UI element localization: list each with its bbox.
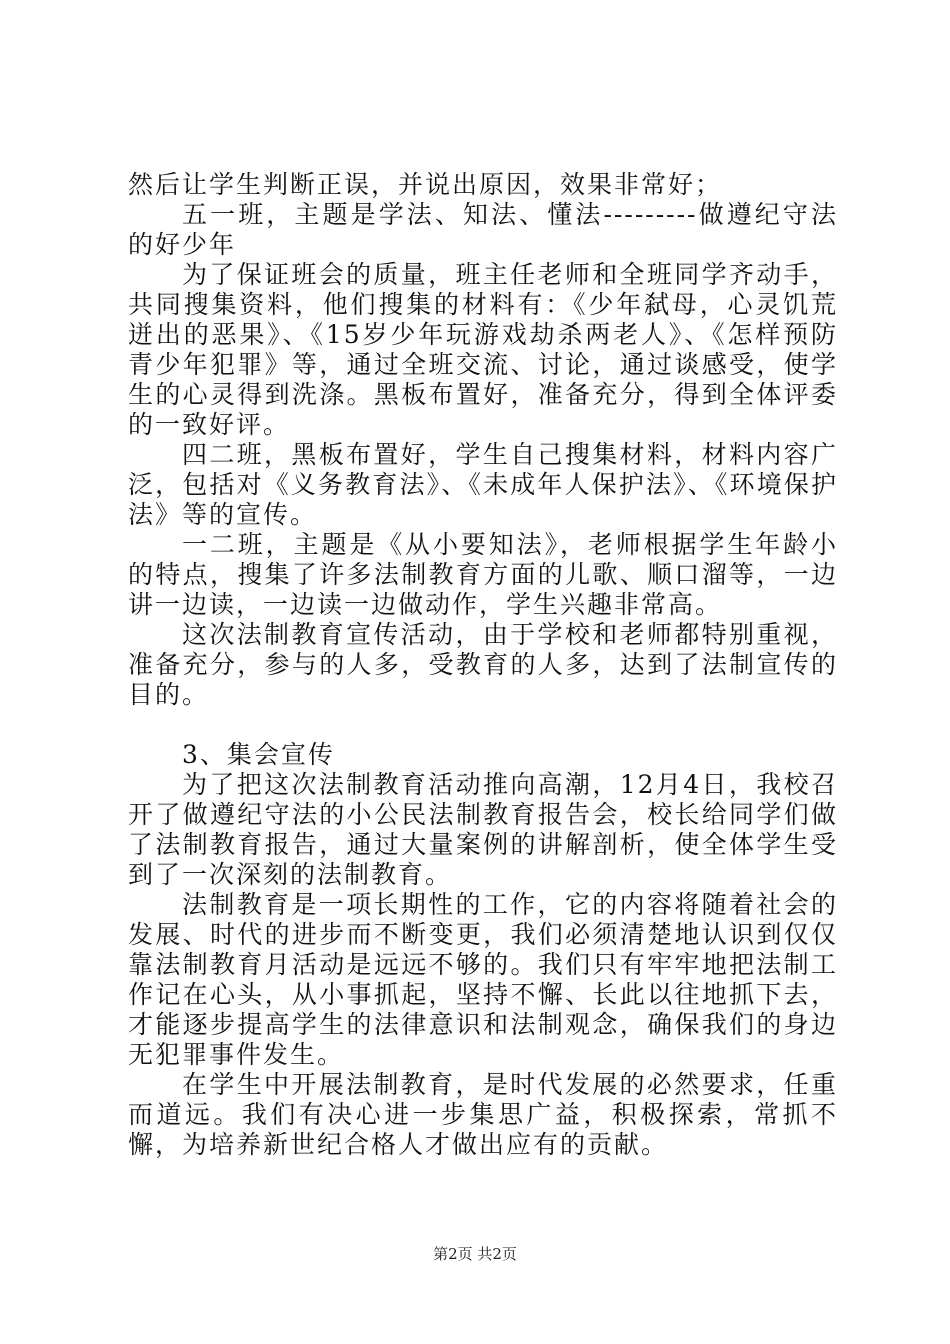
paragraph-conclusion: 在学生中开展法制教育，是时代发展的必然要求，任重而道远。我们有决心进一步集思广益，积极探索，常抓不懈，为培养新世纪合格人才做出应有的贡献。 [128, 1070, 838, 1159]
paragraph-class-1-2: 一二班，主题是《从小要知法》，老师根据学生年龄小的特点，搜集了许多法制教育方面的儿歌、顺口溜等，一边讲一边读，一边读一边做动作，学生兴趣非常高。 [128, 530, 838, 619]
paragraph-class-4-2: 四二班，黑板布置好，学生自己搜集材料，材料内容广泛，包括对《义务教育法》、《未成年人保护法》、《环境保护法》等的宣传。 [128, 440, 838, 529]
paragraph-class-5-1: 五一班，主题是学法、知法、懂法---------做遵纪守法的好少年 [128, 200, 838, 259]
paragraph-summary: 这次法制教育宣传活动，由于学校和老师都特别重视，准备充分，参与的人多，受教育的人多，达到了法制宣传的目的。 [128, 620, 838, 709]
page-footer: 第2页 共2页 [433, 1245, 517, 1263]
section-heading-assembly: 3、集会宣传 [182, 740, 335, 769]
paragraph-long-term: 法制教育是一项长期性的工作，它的内容将随着社会的发展、时代的进步而不断变更，我们必须清楚地认识到仅仅靠法制教育月活动是远远不够的。我们只有牢牢地把法制工作记在心头，从小事抓起，坚持不懈、长此以往地抓下去，才能逐步提高学生的法律意识和法制观念，确保我们的身边无犯罪事件发生。 [128, 890, 838, 1069]
document-body [128, 170, 838, 1160]
paragraph-class-5-1-detail: 为了保证班会的质量，班主任老师和全班同学齐动手，共同搜集资料，他们搜集的材料有：《少年弑母，心灵饥荒迸出的恶果》、《15岁少年玩游戏劫杀两老人》、《怎样预防青少年犯罪》等，通过全班交流、讨论，通过谈感受，使学生的心灵得到洗涤。黑板布置好，准备充分，得到全体评委的一致好评。 [128, 260, 838, 439]
paragraph-continuation: 然后让学生判断正误，并说出原因，效果非常好； [128, 170, 723, 199]
paragraph-assembly-detail: 为了把这次法制教育活动推向高潮，12月4日，我校召开了做遵纪守法的小公民法制教育报告会，校长给同学们做了法制教育报告，通过大量案例的讲解剖析，使全体学生受到了一次深刻的法制教育。 [128, 770, 838, 889]
section-spacer [128, 710, 838, 740]
